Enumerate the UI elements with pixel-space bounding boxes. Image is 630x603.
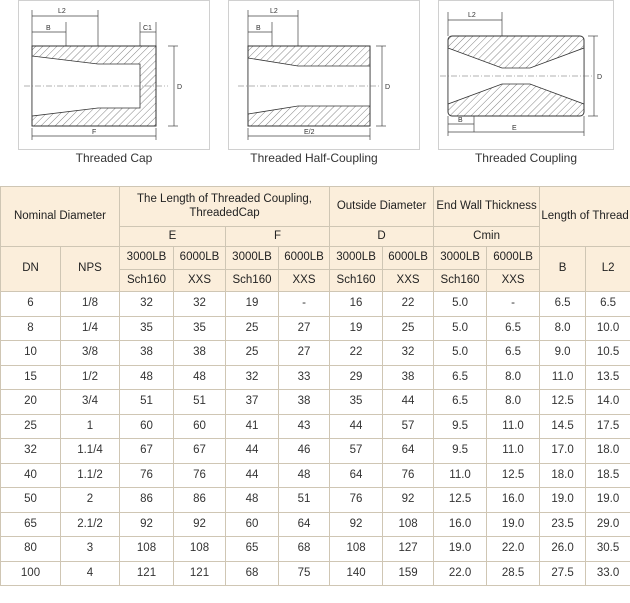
table-cell: 5.0 [434,316,487,341]
table-cell: 29 [330,365,383,390]
table-cell: 11.0 [487,439,540,464]
table-cell: 51 [120,390,174,415]
figures-area [0,0,630,185]
table-cell: 86 [120,488,174,513]
cap-d-label: D [177,84,183,91]
coupling-figure [438,0,614,150]
header-schedule: XXS [174,270,226,292]
table-cell: 40 [1,463,61,488]
table-cell: 65 [226,537,279,562]
table-cell: 11.0 [487,414,540,439]
table-cell: 44 [383,390,434,415]
header-class: 6000LB [487,247,540,270]
table-cell: 60 [174,414,226,439]
table-cell: 18.0 [586,439,630,464]
table-row [1,316,630,341]
table-cell: 76 [330,488,383,513]
table-cell: 14.5 [540,414,586,439]
table-cell: 19.0 [586,488,630,513]
table-cell: 35 [330,390,383,415]
table-cell: 37 [226,390,279,415]
table-cell: 6.5 [540,292,586,317]
table-cell: 57 [383,414,434,439]
table-cell: 19 [330,316,383,341]
table-cell: 64 [383,439,434,464]
header-end-wall: End Wall Thickness [434,187,540,227]
table-cell: 5.0 [434,292,487,317]
half-coupling-caption: Threaded Half-Coupling [250,151,378,165]
table-cell: 22 [330,341,383,366]
table-cell: 6.5 [487,316,540,341]
table-cell: 38 [174,341,226,366]
table-cell: 127 [383,537,434,562]
table-cell: - [279,292,330,317]
table-cell: 8 [1,316,61,341]
table-cell: 32 [120,292,174,317]
table-cell: - [487,292,540,317]
table-cell: 64 [279,512,330,537]
dimensions-table [0,186,630,586]
header-d: D [330,227,434,247]
table-cell: 41 [226,414,279,439]
table-cell: 11.0 [540,365,586,390]
table-cell: 108 [330,537,383,562]
table-cell: 9.5 [434,439,487,464]
table-cell: 51 [279,488,330,513]
table-row [1,292,630,317]
header-b: B [540,247,586,292]
header-class: 6000LB [174,247,226,270]
header-e: E [120,227,226,247]
table-cell: 25 [1,414,61,439]
table-cell: 25 [226,341,279,366]
header-schedule: Sch160 [226,270,279,292]
table-cell: 32 [1,439,61,464]
table-cell: 108 [174,537,226,562]
threaded-cap-drawing [18,0,210,150]
table-cell: 32 [226,365,279,390]
table-cell: 10.5 [586,341,630,366]
table-cell: 30.5 [586,537,630,562]
table-cell: 12.5 [487,463,540,488]
table-cell: 108 [120,537,174,562]
cap-c1-label: C1 [143,25,152,32]
table-cell: 12.5 [540,390,586,415]
table-row [1,341,630,366]
table-row [1,365,630,390]
table-cell: 10.0 [586,316,630,341]
table-cell: 68 [226,561,279,586]
table-cell: 92 [383,488,434,513]
table-cell: 6.5 [434,390,487,415]
threaded-cap-caption: Threaded Cap [75,151,153,165]
table-cell: 48 [120,365,174,390]
table-cell: 48 [174,365,226,390]
table-cell: 51 [174,390,226,415]
table-cell: 44 [330,414,383,439]
table-cell: 13.5 [586,365,630,390]
coupling-drawing [438,0,614,150]
table-cell: 68 [279,537,330,562]
table-cell: 60 [120,414,174,439]
table-cell: 92 [174,512,226,537]
table-cell: 17.5 [586,414,630,439]
table-cell: 20 [1,390,61,415]
coupling-l2-label: L2 [468,12,476,19]
table-cell: 1 [61,414,120,439]
table-cell: 22.0 [434,561,487,586]
table-cell: 19.0 [434,537,487,562]
table-cell: 43 [279,414,330,439]
half-b-label: B [256,25,261,32]
table-cell: 27 [279,316,330,341]
table-cell: 48 [226,488,279,513]
table-cell: 25 [226,316,279,341]
header-outside-diameter: Outside Diameter [330,187,434,227]
table-cell: 19 [226,292,279,317]
table-cell: 2 [61,488,120,513]
table-cell: 6.5 [434,365,487,390]
table-cell: 121 [120,561,174,586]
table-cell: 1.1/4 [61,439,120,464]
table-row [1,561,630,586]
table-cell: 1/8 [61,292,120,317]
header-class: 3000LB [330,247,383,270]
header-nominal-diameter: Nominal Diameter [1,187,120,247]
table-cell: 76 [120,463,174,488]
header-f: F [226,227,330,247]
table-cell: 38 [120,341,174,366]
table-cell: 9.0 [540,341,586,366]
header-dn: DN [1,247,61,292]
table-cell: 6 [1,292,61,317]
header-schedule: Sch160 [120,270,174,292]
coupling-d-label: D [597,74,603,81]
table-cell: 11.0 [434,463,487,488]
cap-l2-label: L2 [58,8,66,15]
table-cell: 50 [1,488,61,513]
coupling-caption: Threaded Coupling [474,151,578,165]
header-length-coupling: The Length of Threaded Coupling, ThreadedCap [120,187,330,227]
half-l2-label: L2 [270,8,278,15]
table-cell: 48 [279,463,330,488]
table-cell: 19.0 [540,488,586,513]
table-cell: 57 [330,439,383,464]
table-cell: 22.0 [487,537,540,562]
table-cell: 33 [279,365,330,390]
table-cell: 46 [279,439,330,464]
header-schedule: XXS [383,270,434,292]
table-cell: 33.0 [586,561,630,586]
table-cell: 64 [330,463,383,488]
table-cell: 4 [61,561,120,586]
table-cell: 35 [174,316,226,341]
table-cell: 25 [383,316,434,341]
table-row [1,463,630,488]
table-cell: 60 [226,512,279,537]
table-cell: 100 [1,561,61,586]
header-schedule: Sch160 [330,270,383,292]
table-cell: 3/4 [61,390,120,415]
table-cell: 3/8 [61,341,120,366]
table-cell: 44 [226,439,279,464]
header-cmin: Cmin [434,227,540,247]
header-class: 6000LB [279,247,330,270]
table-row [1,439,630,464]
table-body [1,292,630,586]
header-length-thread: Length of Thread [540,187,630,247]
table-cell: 17.0 [540,439,586,464]
half-coupling-drawing [228,0,420,150]
table-cell: 12.5 [434,488,487,513]
table-row [1,488,630,513]
table-cell: 6.5 [487,341,540,366]
table-cell: 29.0 [586,512,630,537]
table-cell: 16.0 [434,512,487,537]
table-row [1,390,630,415]
table-row [1,537,630,562]
table-row [1,414,630,439]
table-cell: 23.5 [540,512,586,537]
table-cell: 27 [279,341,330,366]
header-l2: L2 [586,247,630,292]
header-class: 6000LB [383,247,434,270]
table-cell: 8.0 [487,390,540,415]
table-cell: 14.0 [586,390,630,415]
table-cell: 121 [174,561,226,586]
table-cell: 18.5 [586,463,630,488]
half-coupling-figure [228,0,420,150]
table-cell: 16 [330,292,383,317]
table-cell: 44 [226,463,279,488]
table-cell: 32 [174,292,226,317]
table-cell: 38 [279,390,330,415]
table-cell: 2.1/2 [61,512,120,537]
table-cell: 80 [1,537,61,562]
table-cell: 18.0 [540,463,586,488]
table-cell: 92 [120,512,174,537]
table-cell: 8.0 [540,316,586,341]
table-cell: 15 [1,365,61,390]
table-cell: 8.0 [487,365,540,390]
header-schedule: XXS [487,270,540,292]
header-class: 3000LB [434,247,487,270]
table-cell: 86 [174,488,226,513]
table-row [1,512,630,537]
table-cell: 32 [383,341,434,366]
table-cell: 140 [330,561,383,586]
coupling-e-label: E [512,125,517,132]
header-schedule: Sch160 [434,270,487,292]
table-cell: 38 [383,365,434,390]
header-schedule: XXS [279,270,330,292]
table-cell: 9.5 [434,414,487,439]
table-cell: 67 [120,439,174,464]
header-class: 3000LB [226,247,279,270]
header-nps: NPS [61,247,120,292]
table-cell: 10 [1,341,61,366]
table-cell: 27.5 [540,561,586,586]
table-cell: 28.5 [487,561,540,586]
table-cell: 92 [330,512,383,537]
cap-b-label: B [46,25,51,32]
table-cell: 26.0 [540,537,586,562]
cap-f-label: F [92,129,97,136]
table-cell: 108 [383,512,434,537]
table-cell: 22 [383,292,434,317]
half-d-label: D [385,84,391,91]
table-cell: 1/2 [61,365,120,390]
table-cell: 35 [120,316,174,341]
header-class: 3000LB [120,247,174,270]
table-cell: 19.0 [487,512,540,537]
table-cell: 76 [383,463,434,488]
table-cell: 65 [1,512,61,537]
half-e2-label: E/2 [304,129,315,136]
table-cell: 159 [383,561,434,586]
table-cell: 3 [61,537,120,562]
table-cell: 1/4 [61,316,120,341]
table-cell: 67 [174,439,226,464]
table-cell: 16.0 [487,488,540,513]
coupling-b-label: B [458,117,463,124]
table-cell: 75 [279,561,330,586]
table-cell: 76 [174,463,226,488]
table-cell: 1.1/2 [61,463,120,488]
threaded-cap-figure [18,0,210,150]
table-cell: 6.5 [586,292,630,317]
table-cell: 5.0 [434,341,487,366]
